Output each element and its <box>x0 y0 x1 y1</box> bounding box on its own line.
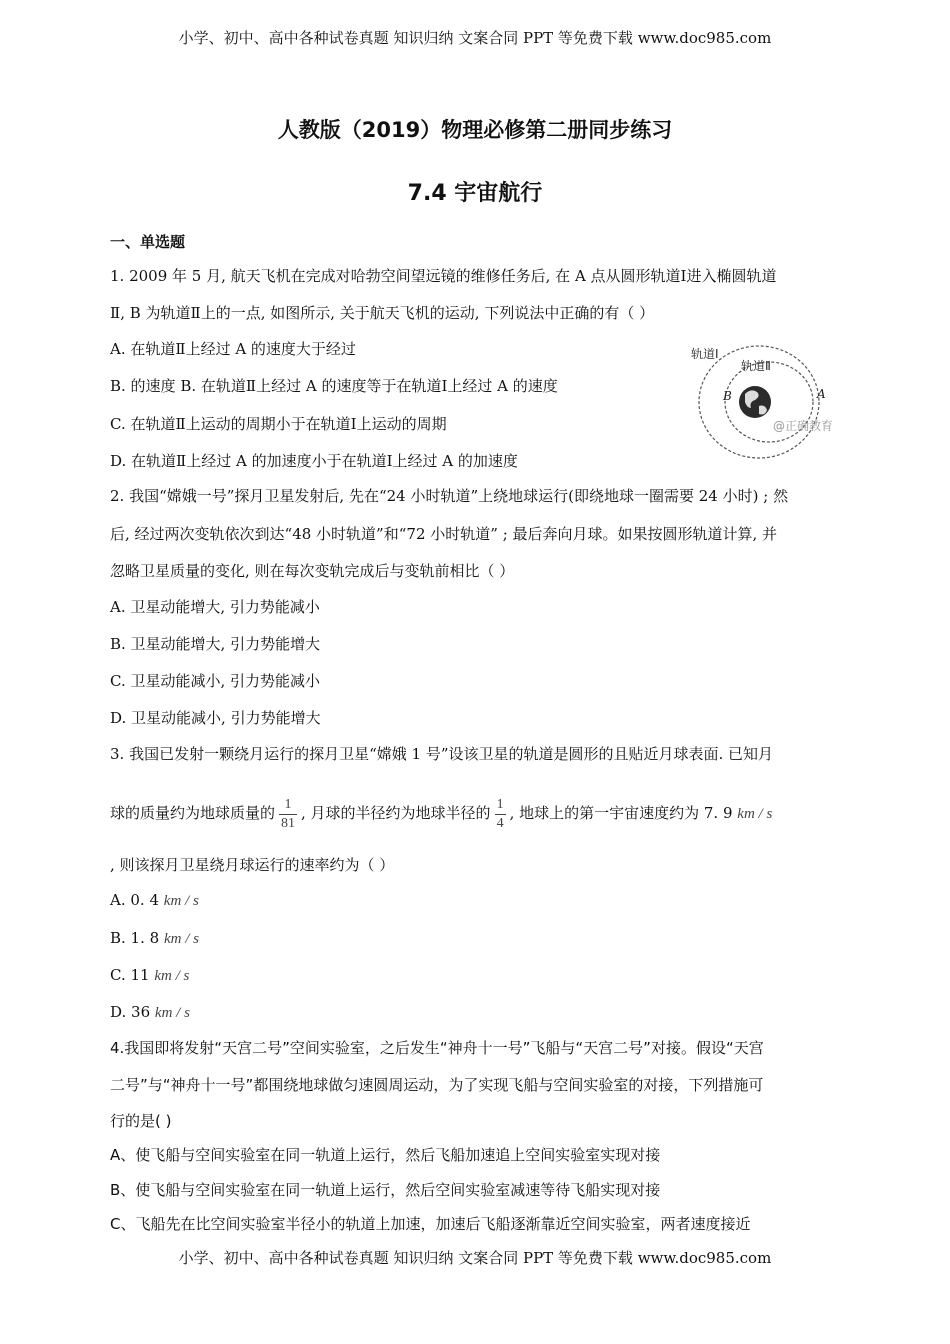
earth-icon <box>739 386 771 418</box>
q3-text-part2: , 月球的半径约为地球半径的 <box>301 804 491 822</box>
q3-stem-line3: , 则该探月卫星绕月球运行的速率约为（ ） <box>110 856 395 874</box>
q3-stem-line2 <box>110 792 840 835</box>
q3-option-d <box>110 1002 840 1023</box>
orbit-1-label: 轨道Ⅰ <box>691 347 719 361</box>
q1-stem-line2: Ⅱ, B 为轨道Ⅱ上的一点, 如图所示, 关于航天飞机的运动, 下列说法中正确的有（ ） <box>110 304 655 322</box>
q4-stem-line1: 4.我国即将发射“天宫二号”空间实验室，之后发生“神舟十一号”飞船与“天宫二号”对接。假设“天宫 <box>110 1039 764 1057</box>
q3-option-c-value: C. 11 <box>110 966 150 984</box>
q1-option-d: D. 在轨道Ⅱ上经过 A 的加速度小于在轨道Ⅰ上经过 A 的加速度 <box>110 452 518 470</box>
q3-option-d-value: D. 36 <box>110 1003 151 1021</box>
page-footer: 小学、初中、高中各种试卷真题 知识归纳 文案合同 PPT 等免费下载 www.doc985.com <box>178 1249 772 1267</box>
page-header: 小学、初中、高中各种试卷真题 知识归纳 文案合同 PPT 等免费下载 www.doc985.com <box>178 29 772 47</box>
q3-option-b <box>110 928 840 949</box>
q3-text-part1: 球的质量约为地球质量的 <box>110 804 276 822</box>
fraction-1-denominator: 81 <box>281 815 296 831</box>
q3-option-d-unit: km / s <box>154 1005 190 1021</box>
q1-option-b: B. 的速度 B. 在轨道Ⅱ上经过 A 的速度等于在轨道Ⅰ上经过 A 的速度 <box>110 377 558 395</box>
q3-option-c-unit: km / s <box>154 968 190 984</box>
q3-option-c <box>110 965 840 986</box>
fraction-1-81 <box>279 796 297 833</box>
q4-option-c: C、飞船先在比空间实验室半径小的轨道上加速，加速后飞船逐渐靠近空间实验室，两者速度接近 <box>110 1215 751 1233</box>
q4-option-a: A、使飞船与空间实验室在同一轨道上运行，然后飞船加速追上空间实验室实现对接 <box>110 1146 661 1164</box>
doc-title: 人教版（2019）物理必修第二册同步练习 <box>277 118 673 142</box>
q2-option-a: A. 卫星动能增大, 引力势能减小 <box>110 598 320 616</box>
orbit-2-label: 轨道Ⅱ <box>741 359 771 373</box>
q2-stem-line1: 2. 我国“嫦娥一号”探月卫星发射后, 先在“24 小时轨道”上绕地球运行(即绕地球一圈需要 24 小时) ; 然 <box>110 487 789 505</box>
point-a-label: A <box>817 387 826 401</box>
q3-text-part3: , 地球上的第一宇宙速度约为 7. 9 <box>509 804 733 822</box>
q1-option-c: C. 在轨道Ⅱ上运动的周期小于在轨道Ⅰ上运动的周期 <box>110 415 447 433</box>
q1-option-a: A. 在轨道Ⅱ上经过 A 的速度大于经过 <box>110 340 356 358</box>
doc-subtitle: 7.4 宇宙航行 <box>407 181 543 206</box>
q3-option-b-unit: km / s <box>163 931 199 947</box>
q4-stem-line3: 行的是( ) <box>110 1112 172 1130</box>
fraction-2-numerator: 1 <box>496 796 504 812</box>
q2-option-d: D. 卫星动能减小, 引力势能增大 <box>110 709 321 727</box>
q2-option-c: C. 卫星动能减小, 引力势能减小 <box>110 672 321 690</box>
q3-stem-line1: 3. 我国已发射一颗绕月运行的探月卫星“嫦娥 1 号”设该卫星的轨道是圆形的且贴近月球表面. 已知月 <box>110 745 774 763</box>
fraction-1-numerator: 1 <box>284 796 292 812</box>
section-heading: 一、单选题 <box>110 233 186 251</box>
q2-option-b: B. 卫星动能增大, 引力势能增大 <box>110 635 321 653</box>
q3-option-b-value: B. 1. 8 <box>110 929 160 947</box>
q1-stem-line1: 1. 2009 年 5 月, 航天飞机在完成对哈勃空间望远镜的维修任务后, 在 A 点从圆形轨道Ⅰ进入椭圆轨道 <box>110 267 777 285</box>
q4-stem-line2: 二号”与“神舟十一号”都围绕地球做匀速圆周运动，为了实现飞船与空间实验室的对接，下列措施可 <box>110 1076 764 1094</box>
q3-option-a-value: A. 0. 4 <box>110 891 159 909</box>
q4-option-b: B、使飞船与空间实验室在同一轨道上运行，然后空间实验室减速等待飞船实现对接 <box>110 1181 661 1199</box>
fraction-2-denominator: 4 <box>496 815 504 831</box>
q2-stem-line3: 忽略卫星质量的变化, 则在每次变轨完成后与变轨前相比（ ） <box>110 562 515 580</box>
diagram-watermark: @正确教育 <box>773 419 834 433</box>
fraction-1-4 <box>495 796 506 833</box>
point-b-label: B <box>723 389 732 403</box>
velocity-unit: km / s <box>737 806 773 822</box>
q3-option-a <box>110 890 840 911</box>
orbit-diagram <box>683 336 843 464</box>
q3-option-a-unit: km / s <box>163 893 199 909</box>
q2-stem-line2: 后, 经过两次变轨依次到达“48 小时轨道”和“72 小时轨道” ; 最后奔向月球。如果按圆形轨道计算, 并 <box>110 525 778 543</box>
